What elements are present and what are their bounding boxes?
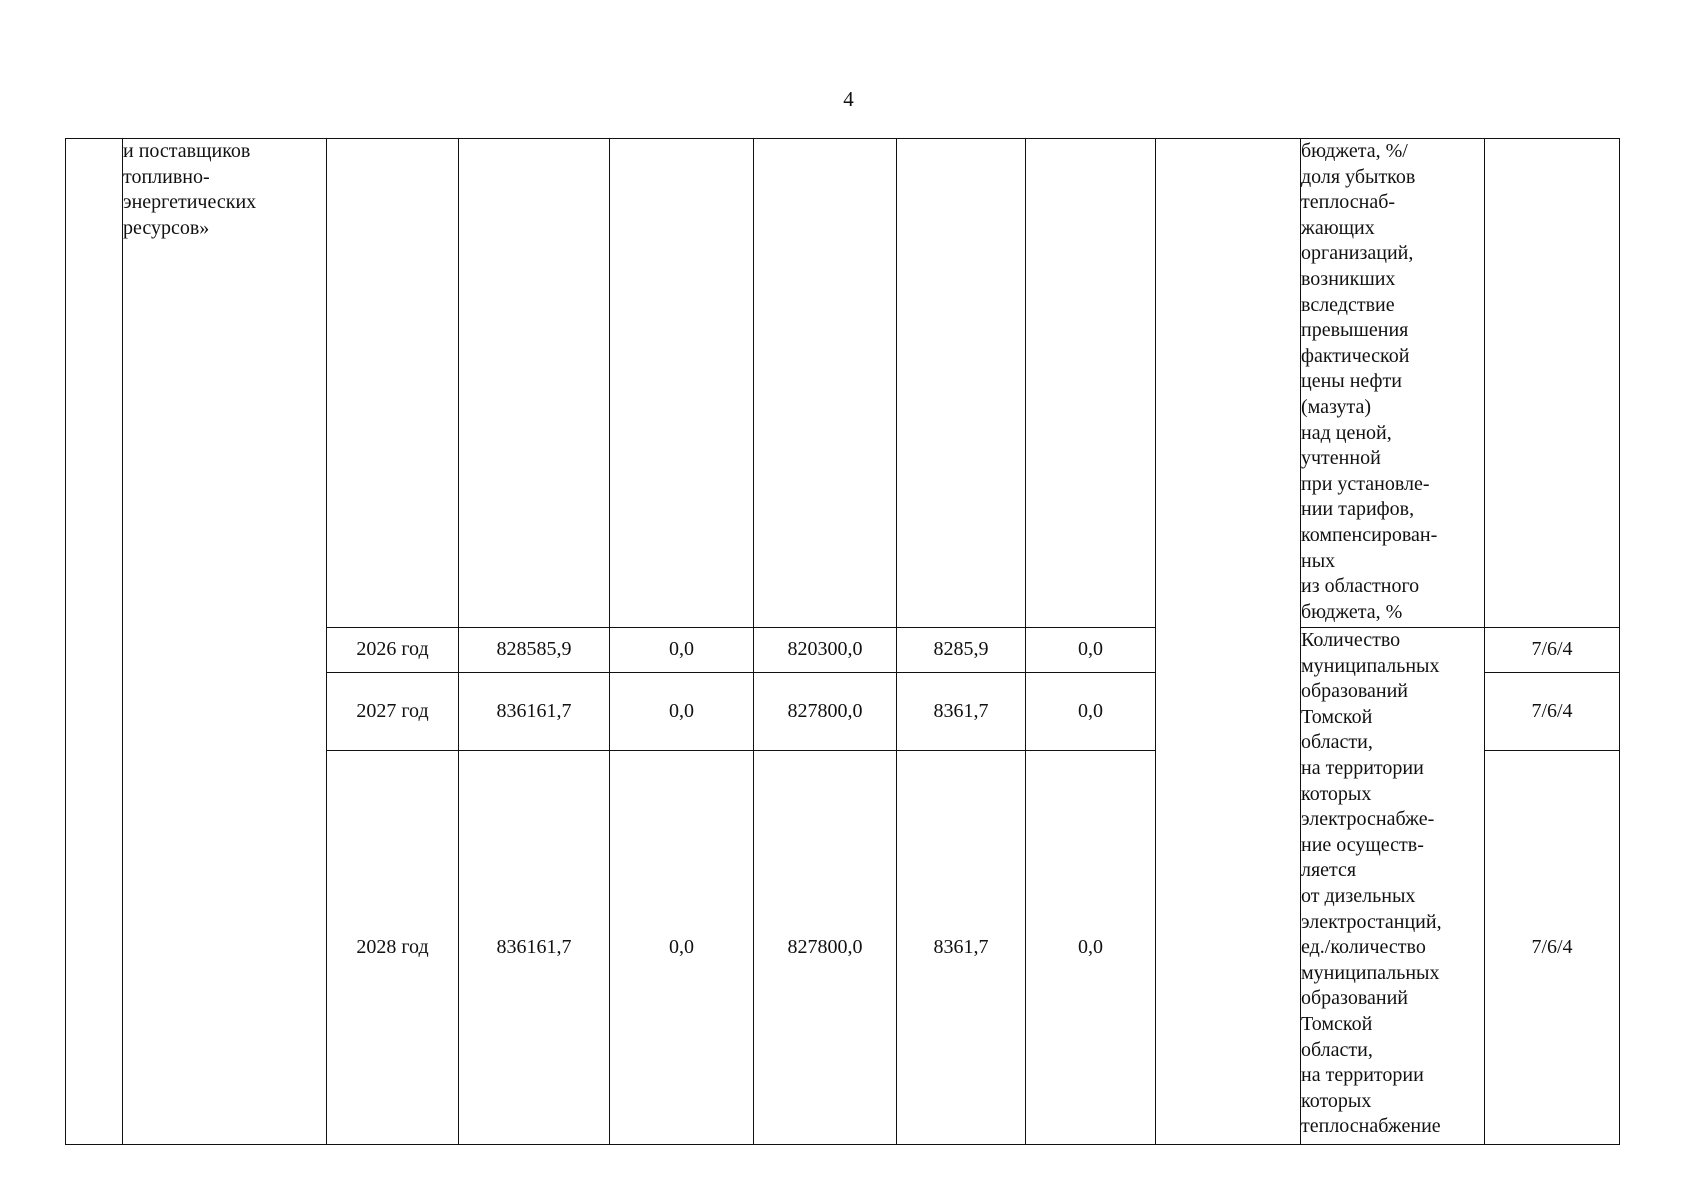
cell-local: 8285,9 [897, 628, 1026, 673]
page-number: 4 [843, 87, 854, 111]
indicator-line: от дизельных [1301, 884, 1416, 907]
indicator-line: области, [1301, 1038, 1373, 1061]
cell-year: 2028 год [327, 751, 459, 1145]
indicator-line: ние осуществ- [1301, 833, 1424, 856]
cell-year: 2026 год [327, 628, 459, 673]
cell-target-empty [1485, 139, 1620, 628]
cell-indicator-bottom [1301, 628, 1485, 1145]
indicator-line: которых [1301, 1089, 1372, 1112]
indicator-line: Томской [1301, 705, 1373, 728]
indicator-line: превышения [1301, 319, 1409, 342]
program-table [65, 138, 1620, 1145]
cell-other: 0,0 [1026, 628, 1156, 673]
indicator-line: жающих [1301, 216, 1375, 239]
indicator-line: возникших [1301, 267, 1396, 290]
indicator-line: компенсирован- [1301, 523, 1438, 546]
cell-regional-empty [754, 139, 897, 628]
indicator-line: цены нефти [1301, 370, 1402, 393]
indicator-line: образований [1301, 680, 1409, 703]
indicator-line: при установле- [1301, 472, 1430, 495]
cell-number [66, 139, 123, 1145]
cell-indicator-top [1301, 139, 1485, 628]
indicator-line: (мазута) [1301, 395, 1372, 418]
event-name-line: топливно- [123, 165, 210, 188]
indicator-line: теплоснабжение [1301, 1115, 1441, 1138]
cell-local: 8361,7 [897, 673, 1026, 751]
indicator-line: на территории [1301, 1064, 1424, 1087]
cell-event-name [123, 139, 327, 1145]
cell-federal-empty [610, 139, 754, 628]
cell-other: 0,0 [1026, 673, 1156, 751]
cell-target: 7/6/4 [1485, 751, 1620, 1145]
indicator-line: учтенной [1301, 447, 1381, 470]
cell-regional: 827800,0 [754, 673, 897, 751]
cell-executor [1156, 139, 1301, 1145]
indicator-line: образований [1301, 987, 1409, 1010]
cell-local: 8361,7 [897, 751, 1026, 1145]
indicator-line: области, [1301, 731, 1373, 754]
cell-local-empty [897, 139, 1026, 628]
indicator-line: бюджета, %/ [1301, 140, 1408, 162]
indicator-line: Томской [1301, 1012, 1373, 1035]
indicator-line: теплоснаб- [1301, 191, 1396, 214]
indicator-line: вследствие [1301, 293, 1395, 316]
cell-total: 836161,7 [459, 751, 610, 1145]
indicator-line: из областного [1301, 575, 1420, 598]
indicator-line: ед./количество [1301, 936, 1426, 959]
indicator-line: электроснабже- [1301, 808, 1435, 831]
cell-other-empty [1026, 139, 1156, 628]
cell-total: 828585,9 [459, 628, 610, 673]
cell-target: 7/6/4 [1485, 673, 1620, 751]
indicator-line: над ценой, [1301, 421, 1392, 444]
cell-total: 836161,7 [459, 673, 610, 751]
cell-target: 7/6/4 [1485, 628, 1620, 673]
indicator-line: фактической [1301, 344, 1410, 367]
indicator-line: на территории [1301, 756, 1424, 779]
cell-total-empty [459, 139, 610, 628]
cell-federal: 0,0 [610, 751, 754, 1145]
indicator-line: бюджета, % [1301, 600, 1403, 623]
cell-federal: 0,0 [610, 673, 754, 751]
indicator-line: которых [1301, 782, 1372, 805]
table-row-continuation [66, 139, 1620, 628]
cell-regional: 827800,0 [754, 751, 897, 1145]
indicator-line: нии тарифов, [1301, 498, 1415, 521]
indicator-line: организаций, [1301, 242, 1414, 265]
event-name-line: и поставщиков [123, 140, 251, 162]
indicator-line: муниципальных [1301, 961, 1440, 984]
event-name-line: энергетических [123, 191, 257, 214]
indicator-line: доля убытков [1301, 165, 1416, 188]
indicator-line: Количество [1301, 629, 1401, 651]
cell-regional: 820300,0 [754, 628, 897, 673]
cell-year: 2027 год [327, 673, 459, 751]
indicator-line: ляется [1301, 859, 1357, 882]
indicator-line: муниципальных [1301, 654, 1440, 677]
indicator-line: электростанций, [1301, 910, 1442, 933]
event-name-line: ресурсов» [123, 216, 210, 239]
cell-other: 0,0 [1026, 751, 1156, 1145]
cell-federal: 0,0 [610, 628, 754, 673]
cell-period-empty [327, 139, 459, 628]
indicator-line: ных [1301, 549, 1336, 572]
